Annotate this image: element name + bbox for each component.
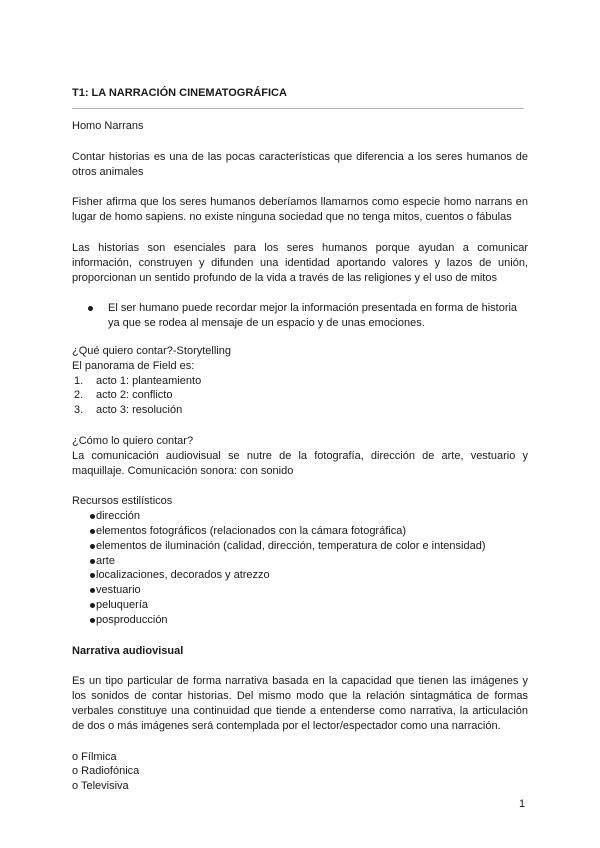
paragraph: La comunicación audiovisual se nutre de la fotografía, dirección de arte, vestuario y maquillaje. Comunicación sonora: con sonido — [72, 449, 528, 477]
list-item — [72, 509, 528, 524]
paragraph: Es un tipo particular de forma narrativa basada en la capacidad que tienen las imágenes y los sonidos de contar historias. Del mismo modo que la relación sintagmática de formas verbales constituye una continuidad que tiende a entenderse como narrativa, la articulación de dos o más imágenes será contemplada por el lector/espectador como una narración. — [72, 675, 528, 732]
paragraph: Fisher afirma que los seres humanos deberíamos llamarnos como especie homo narrans en lugar de homo sapiens. no existe ninguna sociedad que no tenga mitos, cuentos o fábulas — [72, 196, 528, 224]
bullet-icon — [90, 603, 95, 608]
list-item-text: elementos de iluminación (calidad, dirección, temperatura de color e intensidad) — [96, 539, 486, 552]
list-item-text: acto 2: conflicto — [96, 389, 173, 402]
list-item — [72, 374, 528, 389]
list-item-text: peluquería — [96, 598, 148, 611]
bullet-icon — [88, 306, 93, 311]
bullet-icon — [90, 529, 95, 534]
list-number: 2. — [74, 389, 84, 402]
document-title: T1: LA NARRACIÓN CINEMATOGRÁFICA — [72, 87, 287, 99]
list-item-text: acto 3: resolución — [96, 404, 183, 417]
page-number: 1 — [519, 798, 526, 810]
list-item-text: acto 1: planteamiento — [96, 374, 202, 387]
list-item-text: localizaciones, decorados y atrezzo — [96, 569, 270, 582]
title-divider — [72, 108, 524, 109]
bullet-icon — [90, 544, 95, 549]
list-item — [72, 524, 528, 539]
format-item: o Radiofónica — [72, 765, 140, 778]
list-item — [72, 598, 528, 613]
bullet-icon — [90, 618, 95, 623]
bullet-icon — [90, 588, 95, 593]
list-item — [72, 568, 528, 583]
bullet-list — [72, 301, 528, 331]
list-item — [72, 403, 528, 418]
section-heading: Narrativa audiovisual — [72, 644, 184, 657]
recursos-heading: Recursos estilísticos — [72, 495, 173, 508]
list-item — [72, 613, 528, 628]
list-item — [72, 388, 528, 403]
list-item — [72, 554, 528, 569]
list-item-text: vestuario — [96, 584, 141, 597]
format-item: o Televisiva — [72, 780, 129, 793]
format-item: o Fílmica — [72, 750, 117, 763]
recursos-list — [72, 509, 528, 627]
list-item-text: El ser humano puede recordar mejor la información presentada en forma de historia ya que se rodea al mensaje de un espacio y de unas emociones. — [108, 302, 518, 330]
section-subtitle: Homo Narrans — [72, 120, 144, 132]
list-item — [72, 539, 528, 554]
list-item — [72, 301, 528, 331]
paragraph: Las historias son esenciales para los seres humanos porque ayudan a comunicar información, construyen y difunden una identidad aportando valores y lazos de unión, proporcionan un sentido profundo de la vida a través de las religiones y el uso de mitos — [72, 241, 528, 284]
paragraph: El panorama de Field es: — [72, 359, 195, 372]
page-content — [72, 86, 528, 794]
acts-list — [72, 374, 528, 418]
list-item-text: posproducción — [96, 613, 168, 626]
list-item-text: arte — [96, 554, 115, 567]
bullet-icon — [90, 559, 95, 564]
question-heading: ¿Cómo lo quiero contar? — [72, 434, 194, 447]
bullet-icon — [90, 573, 95, 578]
bullet-icon — [90, 514, 95, 519]
list-item-text: dirección — [96, 510, 141, 523]
list-number: 3. — [74, 404, 84, 417]
question-heading: ¿Qué quiero contar?-Storytelling — [72, 344, 231, 357]
list-item — [72, 583, 528, 598]
list-number: 1. — [74, 374, 84, 387]
list-item-text: elementos fotográficos (relacionados con la cámara fotográfica) — [96, 524, 406, 537]
paragraph: Contar historias es una de las pocas características que diferencia a los seres humanos de otros animales — [72, 150, 528, 178]
